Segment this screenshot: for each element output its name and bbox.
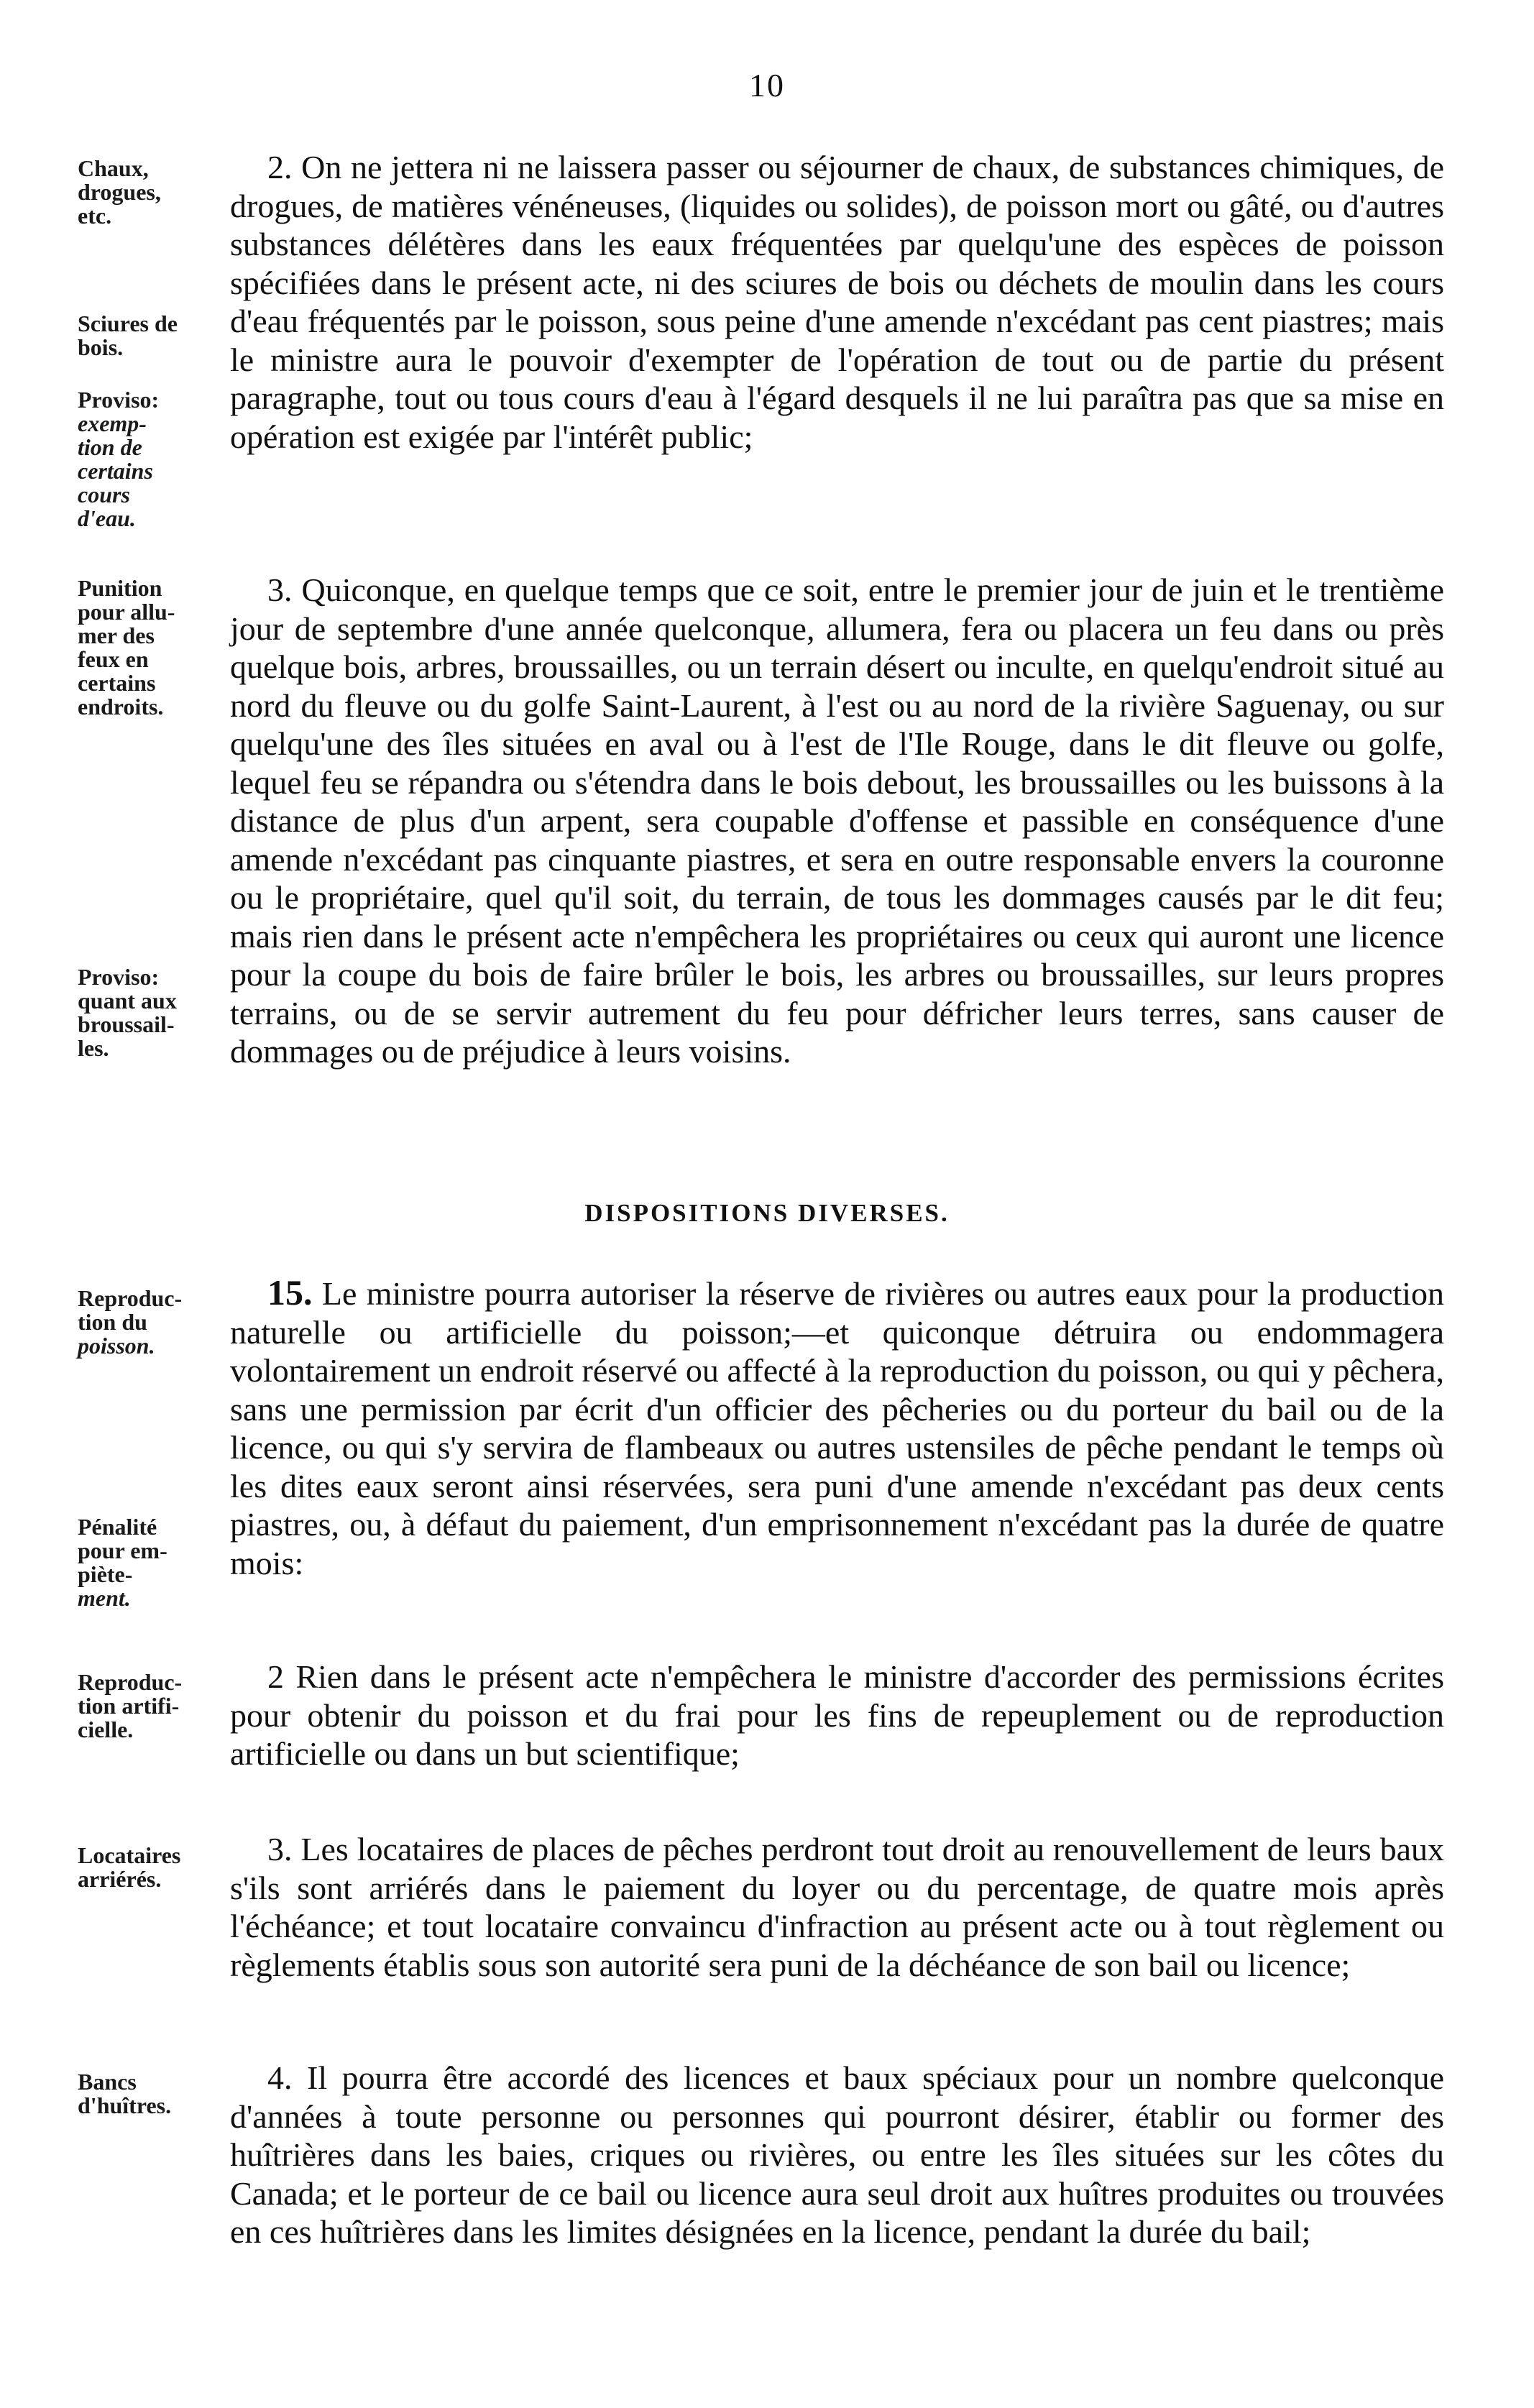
margin-line: Sciures de xyxy=(78,311,178,336)
margin-line: Chaux, xyxy=(78,155,149,181)
margin-line: Bancs xyxy=(78,2069,137,2095)
section-number: 15. xyxy=(267,1272,313,1313)
section-15-paragraph xyxy=(230,1274,1444,1582)
margin-note-reproduction xyxy=(78,1287,232,1358)
margin-line: drogues, xyxy=(78,179,161,205)
margin-line: broussail- xyxy=(78,1011,175,1037)
margin-line: Pénalité xyxy=(78,1514,157,1540)
margin-line: pour em- xyxy=(78,1538,167,1563)
margin-note-proviso-broussailles xyxy=(78,965,232,1060)
margin-note-reproduction-artificielle xyxy=(78,1671,232,1742)
paragraph-text: 4. Il pourra être accordé des licences et baux spéciaux pour un nombre quelconque d'années à toute personne ou personnes qui pourront désirer, établir ou former des huîtrières dans les baies, criques ou rivières, ou entre les îles situées sur les côtes du Canada; et le porteur de ce bail ou licence aura seul droit aux huîtres produites ou trouvées en ces huîtrières dans les limites désignées en la licence, pendant la durée du bail; xyxy=(230,2059,1444,2250)
margin-line: tion de xyxy=(78,434,142,460)
section-heading: DISPOSITIONS DIVERSES. xyxy=(584,1199,950,1227)
margin-line: Proviso: xyxy=(78,387,160,413)
margin-note-proviso-exemption xyxy=(78,388,232,530)
subsection-2-paragraph xyxy=(230,1658,1444,1773)
margin-line: d'huîtres. xyxy=(78,2092,172,2118)
paragraph-text: 3. Les locataires de places de pêches perdront tout droit au renouvellement de leurs baux s'ils sont arriérés dans le paiement du loyer ou du percentage, de quatre mois après l'échéance; et tout locataire convaincu d'infraction au présent acte ou à tout règlement ou règlements établis sous son autorité sera puni de la déchéance de son bail ou licence; xyxy=(230,1831,1444,1983)
margin-line: pour allu- xyxy=(78,599,175,625)
margin-line: Reproduc- xyxy=(78,1285,183,1311)
margin-line: Locataires xyxy=(78,1842,181,1868)
paragraph-text: 2 Rien dans le présent acte n'empêchera le ministre d'accorder des permissions écrites pour obtenir du poisson et du frai pour les fins de repeuplement ou de reproduction artificielle ou dans un but scientifique; xyxy=(230,1658,1444,1772)
margin-line: certains xyxy=(78,458,153,484)
margin-line: tion artifi- xyxy=(78,1693,180,1719)
margin-line: cours xyxy=(78,482,130,507)
margin-note-sciures xyxy=(78,312,232,359)
margin-note-locataires xyxy=(78,1844,232,1891)
margin-note-penalite xyxy=(78,1515,232,1610)
section-2-paragraph xyxy=(230,148,1444,456)
paragraph-body: Le ministre pourra autoriser la réserve de rivières ou autres eaux pour la production naturelle ou artificielle du poisson;—et quiconque détruira ou endommagera volontairement un endroit réservé ou affecté à la reproduction du poisson, ou qui y pêchera, sans une permission par écrit d'un officier des pêcheries ou du porteur du bail ou de la licence, ou qui s'y servira de flambeaux ou autres ustensiles de pêche pendant le temps où les dites eaux seront ainsi réservées, sera puni d'une amende n'excédant pas deux cents piastres, ou, à défaut du paiement, d'un emprisonnement n'excédant pas la durée de quatre mois: xyxy=(230,1275,1445,1581)
margin-note-chaux xyxy=(78,157,232,228)
subsection-3-paragraph xyxy=(230,1830,1444,1984)
page-number: 10 xyxy=(749,67,785,104)
margin-note-punition xyxy=(78,576,232,719)
margin-line: Reproduc- xyxy=(78,1669,183,1695)
subsection-4-paragraph xyxy=(230,2059,1444,2251)
margin-note-bancs-huitres xyxy=(78,2070,232,2118)
margin-line: etc. xyxy=(78,203,112,229)
margin-line: Punition xyxy=(78,575,162,601)
margin-line: ment. xyxy=(78,1585,131,1611)
paragraph-text: 2. On ne jettera ni ne laissera passer ou séjourner de chaux, de substances chimiques, de drogues, de matières vénéneuses, (liquides ou solides), de poisson mort ou gâté, ou d'autres substances délétères dans les eaux fréquentées par quelqu'une des espèces de poisson spécifiées dans le présent acte, ni des sciures de bois ou déchets de moulin dans les cours d'eau fréquentés par le poisson, sous peine d'une amende n'excédant pas cent piastres; mais le ministre aura le pouvoir d'exempter de l'opération de tout ou de partie du présent paragraphe, tout ou tous cours d'eau à l'égard desquels il ne lui paraîtra pas que sa mise en opération est exigée par l'intérêt public; xyxy=(230,149,1444,455)
section-3-paragraph xyxy=(230,571,1444,1071)
margin-line: quant aux xyxy=(78,988,177,1014)
margin-line: exemp- xyxy=(78,410,147,436)
margin-line: piète- xyxy=(78,1561,133,1587)
paragraph-text xyxy=(230,1274,1444,1582)
margin-line: certains xyxy=(78,670,156,696)
margin-line: Proviso: xyxy=(78,964,160,990)
margin-line: arriérés. xyxy=(78,1866,162,1892)
margin-line: endroits. xyxy=(78,694,164,720)
paragraph-text: 3. Quiconque, en quelque temps que ce soit, entre le premier jour de juin et le trentième jour de septembre d'une année quelconque, allumera, fera ou placera un feu dans ou près quelque bois, arbres, broussailles, ou un terrain désert ou inculte, en quelqu'endroit situé au nord du fleuve ou du golfe Saint-Laurent, à l'est ou au nord de la rivière Saguenay, ou sur quelqu'une des îles situées en aval ou à l'est de l'Ile Rouge, dans le dit fleuve ou golfe, lequel feu se répandra ou s'étendra dans le bois debout, les broussailles ou les buissons à la distance de plus d'un arpent, sera coupable d'offense et passible en conséquence d'une amende n'excédant pas cinquante piastres, et sera en outre responsable envers la couronne ou le propriétaire, quel qu'il soit, du terrain, de tous les dommages causés par le dit feu; mais rien dans le présent acte n'empêchera les propriétaires ou ceux qui auront une licence pour la coupe du bois de faire brûler le bois, les arbres ou broussailles, sur leurs propres terrains, ou de se servir autrement du feu pour défricher leurs terres, sans causer de dommages ou de préjudice à leurs voisins. xyxy=(230,571,1444,1070)
margin-line: cielle. xyxy=(78,1717,134,1742)
margin-line: feux en xyxy=(78,646,149,672)
margin-line: les. xyxy=(78,1035,109,1061)
margin-line: tion du xyxy=(78,1309,147,1335)
margin-line: mer des xyxy=(78,622,155,648)
margin-line: bois. xyxy=(78,334,124,360)
margin-line: poisson. xyxy=(78,1333,155,1359)
margin-line: d'eau. xyxy=(78,505,136,531)
